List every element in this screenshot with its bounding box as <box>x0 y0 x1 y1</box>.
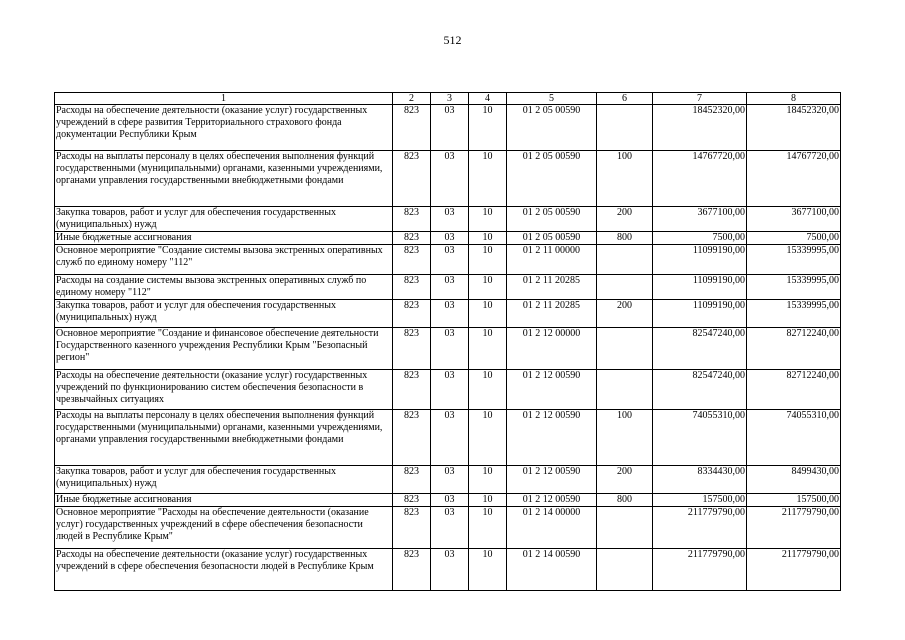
amount-year1-cell: 11099190,00 <box>653 245 747 275</box>
amount-year2-cell: 211779790,00 <box>747 549 841 591</box>
expense-type-cell: 100 <box>597 410 653 466</box>
section-cell: 03 <box>431 245 469 275</box>
amount-year1-cell: 18452320,00 <box>653 105 747 151</box>
amount-year1-cell: 211779790,00 <box>653 507 747 549</box>
target-article-cell: 01 2 12 00590 <box>507 466 597 494</box>
section-cell: 03 <box>431 207 469 232</box>
expense-type-cell <box>597 370 653 410</box>
ministry-code-cell: 823 <box>393 328 431 370</box>
amount-year2-cell: 74055310,00 <box>747 410 841 466</box>
ministry-code-cell: 823 <box>393 232 431 245</box>
column-header: 1 <box>55 93 393 105</box>
column-header: 3 <box>431 93 469 105</box>
section-cell: 03 <box>431 494 469 507</box>
subsection-cell: 10 <box>469 466 507 494</box>
ministry-code-cell: 823 <box>393 207 431 232</box>
description-cell: Расходы на выплаты персоналу в целях обеспечения выполнения функций государственными (муниципальными) органами, казенными учреждениями, органами управления государственными внебюджетными фондами <box>55 151 393 207</box>
section-cell: 03 <box>431 370 469 410</box>
subsection-cell: 10 <box>469 245 507 275</box>
ministry-code-cell: 823 <box>393 466 431 494</box>
target-article-cell: 01 2 05 00590 <box>507 207 597 232</box>
description-cell: Основное мероприятие "Расходы на обеспечение деятельности (оказание услуг) государственных учреждений в сфере обеспечения безопасности людей в Республике Крым" <box>55 507 393 549</box>
subsection-cell: 10 <box>469 494 507 507</box>
expense-type-cell: 200 <box>597 300 653 328</box>
ministry-code-cell: 823 <box>393 410 431 466</box>
target-article-cell: 01 2 14 00590 <box>507 549 597 591</box>
target-article-cell: 01 2 05 00590 <box>507 232 597 245</box>
amount-year1-cell: 211779790,00 <box>653 549 747 591</box>
description-cell: Расходы на выплаты персоналу в целях обеспечения выполнения функций государственными (муниципальными) органами, казенными учреждениями, органами управления государственными внебюджетными фондами <box>55 410 393 466</box>
ministry-code-cell: 823 <box>393 151 431 207</box>
subsection-cell: 10 <box>469 300 507 328</box>
subsection-cell: 10 <box>469 370 507 410</box>
target-article-cell: 01 2 05 00590 <box>507 151 597 207</box>
amount-year1-cell: 8334430,00 <box>653 466 747 494</box>
amount-year1-cell: 82547240,00 <box>653 370 747 410</box>
amount-year1-cell: 11099190,00 <box>653 275 747 300</box>
description-cell: Расходы на обеспечение деятельности (оказание услуг) государственных учреждений в сфере обеспечения безопасности людей в Республике Крым <box>55 549 393 591</box>
expense-type-cell: 100 <box>597 151 653 207</box>
expense-type-cell <box>597 275 653 300</box>
subsection-cell: 10 <box>469 410 507 466</box>
subsection-cell: 10 <box>469 207 507 232</box>
expense-type-cell: 200 <box>597 207 653 232</box>
expense-type-cell: 800 <box>597 494 653 507</box>
amount-year1-cell: 11099190,00 <box>653 300 747 328</box>
subsection-cell: 10 <box>469 232 507 245</box>
target-article-cell: 01 2 05 00590 <box>507 105 597 151</box>
expense-type-cell <box>597 105 653 151</box>
section-cell: 03 <box>431 300 469 328</box>
ministry-code-cell: 823 <box>393 370 431 410</box>
column-header: 6 <box>597 93 653 105</box>
amount-year1-cell: 3677100,00 <box>653 207 747 232</box>
column-header: 5 <box>507 93 597 105</box>
section-cell: 03 <box>431 466 469 494</box>
expense-type-cell: 800 <box>597 232 653 245</box>
target-article-cell: 01 2 12 00590 <box>507 410 597 466</box>
ministry-code-cell: 823 <box>393 549 431 591</box>
amount-year2-cell: 3677100,00 <box>747 207 841 232</box>
table-row <box>55 207 841 232</box>
table-row <box>55 549 841 591</box>
table-row <box>55 105 841 151</box>
amount-year2-cell: 8499430,00 <box>747 466 841 494</box>
expense-type-cell <box>597 507 653 549</box>
subsection-cell: 10 <box>469 151 507 207</box>
column-header: 4 <box>469 93 507 105</box>
amount-year1-cell: 7500,00 <box>653 232 747 245</box>
table-row <box>55 232 841 245</box>
description-cell: Закупка товаров, работ и услуг для обеспечения государственных (муниципальных) нужд <box>55 300 393 328</box>
table-row <box>55 494 841 507</box>
amount-year2-cell: 82712240,00 <box>747 370 841 410</box>
section-cell: 03 <box>431 507 469 549</box>
amount-year2-cell: 211779790,00 <box>747 507 841 549</box>
subsection-cell: 10 <box>469 105 507 151</box>
amount-year1-cell: 157500,00 <box>653 494 747 507</box>
description-cell: Закупка товаров, работ и услуг для обеспечения государственных (муниципальных) нужд <box>55 466 393 494</box>
amount-year2-cell: 15339995,00 <box>747 245 841 275</box>
ministry-code-cell: 823 <box>393 105 431 151</box>
column-header: 8 <box>747 93 841 105</box>
section-cell: 03 <box>431 105 469 151</box>
description-cell: Иные бюджетные ассигнования <box>55 494 393 507</box>
subsection-cell: 10 <box>469 549 507 591</box>
table-row <box>55 507 841 549</box>
amount-year1-cell: 14767720,00 <box>653 151 747 207</box>
ministry-code-cell: 823 <box>393 275 431 300</box>
expense-type-cell <box>597 549 653 591</box>
amount-year2-cell: 82712240,00 <box>747 328 841 370</box>
amount-year1-cell: 82547240,00 <box>653 328 747 370</box>
expense-type-cell: 200 <box>597 466 653 494</box>
description-cell: Основное мероприятие "Создание системы вызова экстренных оперативных служб по единому номеру "112" <box>55 245 393 275</box>
target-article-cell: 01 2 12 00590 <box>507 370 597 410</box>
table-row <box>55 300 841 328</box>
amount-year2-cell: 18452320,00 <box>747 105 841 151</box>
ministry-code-cell: 823 <box>393 300 431 328</box>
table-row <box>55 151 841 207</box>
column-header: 7 <box>653 93 747 105</box>
expense-type-cell <box>597 328 653 370</box>
table-row <box>55 410 841 466</box>
ministry-code-cell: 823 <box>393 507 431 549</box>
table-row <box>55 466 841 494</box>
target-article-cell: 01 2 14 00000 <box>507 507 597 549</box>
subsection-cell: 10 <box>469 328 507 370</box>
target-article-cell: 01 2 11 20285 <box>507 300 597 328</box>
header-row <box>55 93 841 105</box>
budget-table <box>54 92 841 591</box>
section-cell: 03 <box>431 275 469 300</box>
section-cell: 03 <box>431 232 469 245</box>
description-cell: Расходы на создание системы вызова экстренных оперативных служб по единому номеру "112" <box>55 275 393 300</box>
section-cell: 03 <box>431 549 469 591</box>
table-row <box>55 245 841 275</box>
ministry-code-cell: 823 <box>393 245 431 275</box>
table-body <box>55 105 841 591</box>
table-row <box>55 328 841 370</box>
amount-year2-cell: 14767720,00 <box>747 151 841 207</box>
description-cell: Расходы на обеспечение деятельности (оказание услуг) государственных учреждений в сфере развития Территориального страхового фонда документации Республики Крым <box>55 105 393 151</box>
subsection-cell: 10 <box>469 507 507 549</box>
amount-year2-cell: 7500,00 <box>747 232 841 245</box>
target-article-cell: 01 2 12 00000 <box>507 328 597 370</box>
amount-year2-cell: 15339995,00 <box>747 275 841 300</box>
ministry-code-cell: 823 <box>393 494 431 507</box>
description-cell: Основное мероприятие "Создание и финансовое обеспечение деятельности Государственного казенного учреждения Республики Крым "Безопасный регион" <box>55 328 393 370</box>
page-number: 512 <box>443 33 462 47</box>
target-article-cell: 01 2 12 00590 <box>507 494 597 507</box>
amount-year1-cell: 74055310,00 <box>653 410 747 466</box>
expense-type-cell <box>597 245 653 275</box>
section-cell: 03 <box>431 151 469 207</box>
amount-year2-cell: 157500,00 <box>747 494 841 507</box>
description-cell: Закупка товаров, работ и услуг для обеспечения государственных (муниципальных) нужд <box>55 207 393 232</box>
section-cell: 03 <box>431 410 469 466</box>
column-header: 2 <box>393 93 431 105</box>
table-row <box>55 370 841 410</box>
subsection-cell: 10 <box>469 275 507 300</box>
amount-year2-cell: 15339995,00 <box>747 300 841 328</box>
table-row <box>55 275 841 300</box>
section-cell: 03 <box>431 328 469 370</box>
description-cell: Иные бюджетные ассигнования <box>55 232 393 245</box>
target-article-cell: 01 2 11 20285 <box>507 275 597 300</box>
description-cell: Расходы на обеспечение деятельности (оказание услуг) государственных учреждений по функционированию систем обеспечения безопасности в чрезвычайных ситуациях <box>55 370 393 410</box>
target-article-cell: 01 2 11 00000 <box>507 245 597 275</box>
